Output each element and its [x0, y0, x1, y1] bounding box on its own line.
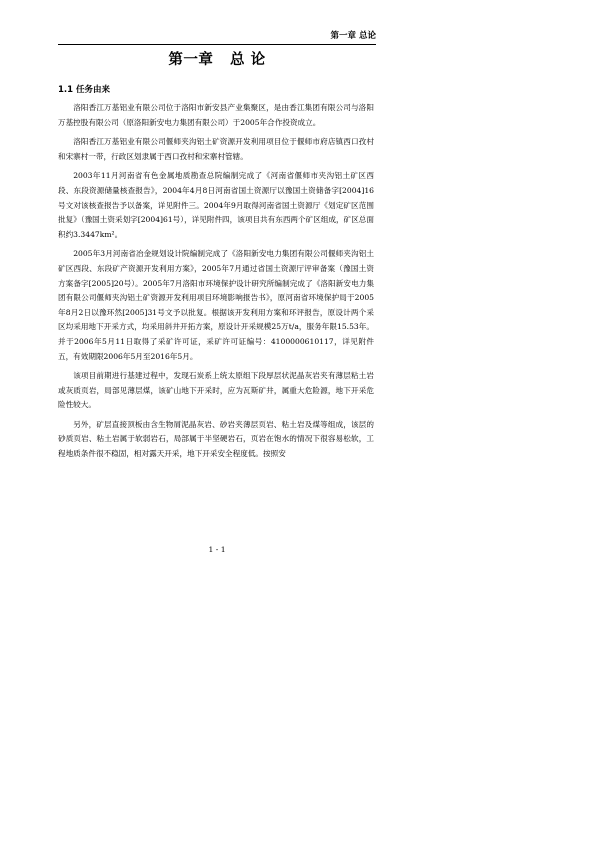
- paragraph: 2005年3月河南省冶金规划设计院编制完成了《洛阳新安电力集团有限公司偃师夹沟铝土矿区西段、东段矿产资源开发利用方案》，2005年7月通过省国土资源厅评审备案（豫国土资方案备字[2005]20号）。2005年7月洛阳市环境保护设计研究所编制完成了《洛阳新安电力集团有限公司偃师夹沟铝土矿资源开发利用项目环境影响报告书》，原河南省环境保护局于2005年8月2日以豫环然[2005]31号文予以批复。根据该开发利用方案和环评报告，原设计两个采区均采用地下开采方式，均采用斜井开拓方案，原设计开采规模25万t/a，服务年限15.53年。并于2006年5月11日取得了采矿许可证，采矿许可证编号：4100000610117，详见附件五，有效期限2006年5月至2016年5月。: [58, 249, 374, 361]
- paragraph: 洛阳香江万基铝业有限公司位于洛阳市新安县产业集聚区，是由香江集团有限公司与洛阳万基控股有限公司（原洛阳新安电力集团有限公司）于2005年合作投资成立。: [58, 103, 374, 127]
- paragraph: 另外，矿层直接顶板由含生物屑泥晶灰岩、砂岩夹薄层页岩、粘土岩及煤等组成，该层的砂质页岩、粘土岩属于软弱岩石，局部属于半坚硬岩石，页岩在饱水的情况下很容易松软，工程地质条件很不稳固，相对露天开采，地下开采安全程度低。按照安: [58, 419, 374, 459]
- section-heading: 1.1 任务由来: [58, 85, 111, 95]
- running-header: 第一章 总论: [330, 31, 376, 41]
- page-number: 1 - 1: [208, 545, 226, 554]
- header-rule: [58, 44, 376, 45]
- chapter-title: 第一章 总 论: [168, 52, 266, 68]
- body-text: [58, 101, 374, 467]
- paragraph: 该项目前期进行基建过程中，发现石炭系上统太原组下段厚层状泥晶灰岩夹有薄层粘土岩或灰质页岩，局部见薄层煤，该矿山地下开采时，应为瓦斯矿井，属重大危险源，地下开采危险性较大。: [58, 371, 374, 410]
- paragraph: 洛阳香江万基铝业有限公司偃师夹沟铝土矿资源开发利用项目位于偃师市府店镇西口孜村和宋寨村一带，行政区划隶属于西口孜村和宋寨村管辖。: [58, 137, 374, 161]
- paragraph: 2003年11月河南省有色金属地质勘查总院编制完成了《河南省偃师市夹沟铝土矿区西段、东段资源储量核查报告》，2004年4月8日河南省国土资源厅以豫国土资储备字[2004]16号文对该核查报告予以备案，详见附件三。2004年9月取得河南省国土资源厅《划定矿区范围批复》（豫国土资采划字[2004]61号），详见附件四，该项目共有东西两个矿区组成，矿区总面积约3.3447km²。: [58, 171, 374, 239]
